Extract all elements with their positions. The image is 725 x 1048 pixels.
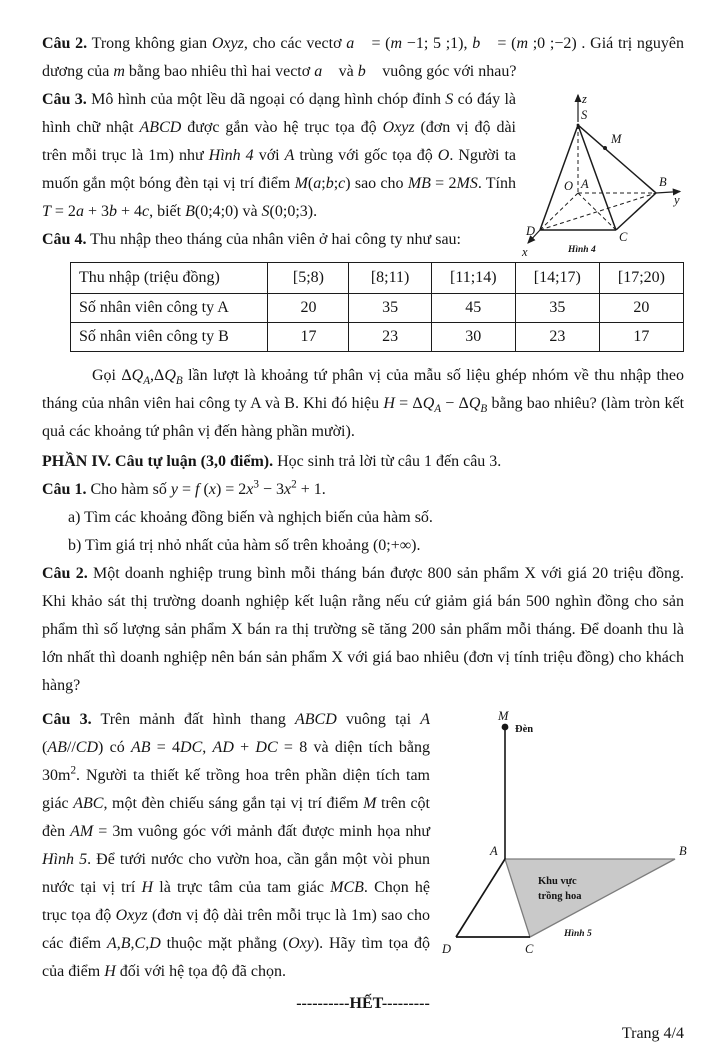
row-b-label: Số nhân viên công ty B: [71, 323, 268, 352]
row-b-value-3: 30: [431, 323, 515, 352]
lamp-label: Đèn: [515, 724, 534, 735]
part4-bold: PHẦN IV. Câu tự luận (3,0 điểm).: [42, 453, 274, 470]
table-row-company-a: [71, 294, 684, 323]
question-3-text: Mô hình của một lều dã ngoại có dạng hình chóp đỉnh S có đáy là hình chữ nhật ABCD được gắn vào hệ trục tọa độ Oxyz (đơn vị độ dài trên mỗi trục là 1m) như Hình 4 với A trùng với gốc tọa độ O. Người ta muốn gắn một bóng đèn tại vị trí điểm M(a;b;c) sao cho MB = 2MS. Tính T = 2a + 3b + 4c, biết B(0;4;0) và S(0;0;3).: [42, 91, 517, 220]
essay-q2-label: Câu 2.: [42, 565, 88, 582]
lamp-dot: [502, 724, 509, 731]
part4-heading: [42, 448, 684, 476]
essay-q3-section: [42, 706, 687, 986]
row-a-value-3: 45: [431, 294, 515, 323]
figure-hinh4-pyramid: [518, 86, 686, 262]
point-a-label: A: [490, 844, 498, 858]
essay-q1-text: Cho hàm số y = f $(x) = 2x^3 - 3x^2 + 1$.: [90, 478, 326, 498]
row-a-value-2: 35: [349, 294, 431, 323]
axis-z-label: z: [582, 92, 587, 106]
point-m-label: M: [611, 132, 622, 146]
question-2-label: Câu 2.: [42, 35, 88, 52]
row-b-value-1: 17: [268, 323, 349, 352]
essay-q1: [42, 476, 684, 504]
part4-rest: Học sinh trả lời từ câu 1 đến câu 3.: [277, 453, 502, 470]
end-marker: ----------HẾT---------: [296, 995, 430, 1012]
table-header-bin-4: [14;17): [515, 263, 599, 294]
income-table: [70, 262, 684, 352]
table-header-income: Thu nhập (triệu đồng): [71, 263, 268, 294]
row-a-label: Số nhân viên công ty A: [71, 294, 268, 323]
figure5-caption: Hình 5: [564, 929, 592, 939]
point-b-label: B: [679, 844, 687, 858]
row-a-value-5: 20: [599, 294, 683, 323]
table-row-company-b: [71, 323, 684, 352]
table-header-bin-2: [8;11): [349, 263, 431, 294]
essay-q2-text: Một doanh nghiệp trung bình mỗi tháng bán được 800 sản phẩm X với giá 20 triệu đồng. Khi khảo sát thị trường doanh nghiệp kết luận rằng nếu cứ giảm giá bán 500 nghìn đồng cho sản phẩm thì số lượng sản phẩm X bán ra thị trường sẽ tăng 200 sản phẩm mỗi tháng. Để doanh thu là lớn nhất thì doanh nghiệp nên bán sản phẩm X với giá bao nhiêu (đơn vị tính triệu đồng) cho khách hàng?: [42, 565, 685, 694]
question-3-label: Câu 3.: [42, 91, 87, 108]
pyramid-solid-edges: [540, 125, 656, 230]
essay-q3-text: Trên mảnh đất hình thang ABCD vuông tại A (AB//CD) có AB = 4DC, AD + DC = 8 và diện tích bằng $30m^2$. Người ta thiết kế trồng hoa trên phần diện tích tam giác ABC, một đèn chiếu sáng gắn tại vị trí điểm M trên cột đèn AM = 3m vuông góc với mảnh đất được minh họa như Hình 5. Để tưới nước cho vườn hoa, cần gắn một vòi phun nước tại vị trí H là trực tâm của tam giác MCB. Chọn hệ trục tọa độ Oxyz (đơn vị độ dài trên mỗi trục là 1m) sao cho các điểm A,B,C,D thuộc mặt phẳng (Oxy). Hãy tìm tọa độ của điểm H đối với hệ tọa độ đã chọn.: [42, 711, 431, 980]
flower-area-label-line1: Khu vực: [538, 876, 577, 887]
essay-q1-item-b: b) Tìm giá trị nhỏ nhất của hàm số trên khoảng (0;+∞).: [68, 537, 421, 554]
table-header-bin-3: [11;14): [431, 263, 515, 294]
axis-y-label: y: [674, 193, 680, 207]
question-4-label: Câu 4.: [42, 231, 87, 248]
figure4-caption: Hình 4: [568, 245, 596, 255]
point-s-label: S: [581, 108, 588, 122]
point-m-label: M: [498, 709, 509, 723]
point-b-label: B: [659, 175, 667, 189]
point-a-label: A: [581, 177, 589, 191]
coordinate-axes: [528, 95, 680, 243]
question-4-text: Thu nhập theo tháng của nhân viên ở hai công ty như sau:: [90, 231, 461, 248]
flower-area-triangle: [505, 859, 675, 937]
row-b-value-2: 23: [349, 323, 431, 352]
table-header-bin-5: [17;20): [599, 263, 683, 294]
quartile-paragraph: Gọi $\Delta Q_A,\Delta Q_B$ lần lượt là khoảng tứ phân vị của mẫu số liệu ghép nhóm về thu nhập theo tháng của nhân viên hai công ty A và B. Khi đó hiệu $H = \Delta Q_A - \Delta Q_B$ bằng bao nhiêu? (làm tròn kết quả các khoảng tứ phân vị đến hàng phần mười).: [42, 367, 685, 440]
point-m-dot: [603, 146, 607, 150]
apex-s-dot: [577, 124, 580, 127]
page-number: Trang 4/4: [621, 1025, 684, 1042]
row-b-value-5: 17: [599, 323, 683, 352]
question-3-tent: [42, 86, 516, 226]
essay-q2: [42, 560, 684, 700]
essay-q3-label: Câu 3.: [42, 711, 92, 728]
essay-q1-item-a: a) Tìm các khoảng đồng biến và nghịch biến của hàm số.: [68, 509, 433, 526]
question-2-text: Trong không gian Oxyz, cho các vectơ a⃗ = (m −1; 5 ;1), b⃗ = (m ;0 ;−2) . Giá trị nguyên dương của m bằng bao nhiêu thì hai vectơ a⃗ và b⃗ vuông góc với nhau?: [42, 35, 685, 80]
point-d-label: D: [526, 224, 536, 238]
figure-hinh5-trapezoid: [436, 706, 688, 958]
table-header-row: [71, 263, 684, 294]
table-header-bin-1: [5;8): [268, 263, 349, 294]
row-a-value-4: 35: [515, 294, 599, 323]
axis-x-label: x: [522, 245, 528, 259]
point-o-label: O: [564, 179, 574, 193]
flower-area-label-line2: trồng hoa: [538, 891, 582, 902]
row-a-value-1: 20: [268, 294, 349, 323]
point-c-label: C: [525, 942, 534, 956]
point-c-label: C: [619, 230, 628, 244]
row-b-value-4: 23: [515, 323, 599, 352]
essay-q1-label: Câu 1.: [42, 481, 87, 498]
point-d-label: D: [442, 942, 452, 956]
essay-q3: [42, 706, 430, 986]
question-2-vectors: [42, 30, 684, 86]
